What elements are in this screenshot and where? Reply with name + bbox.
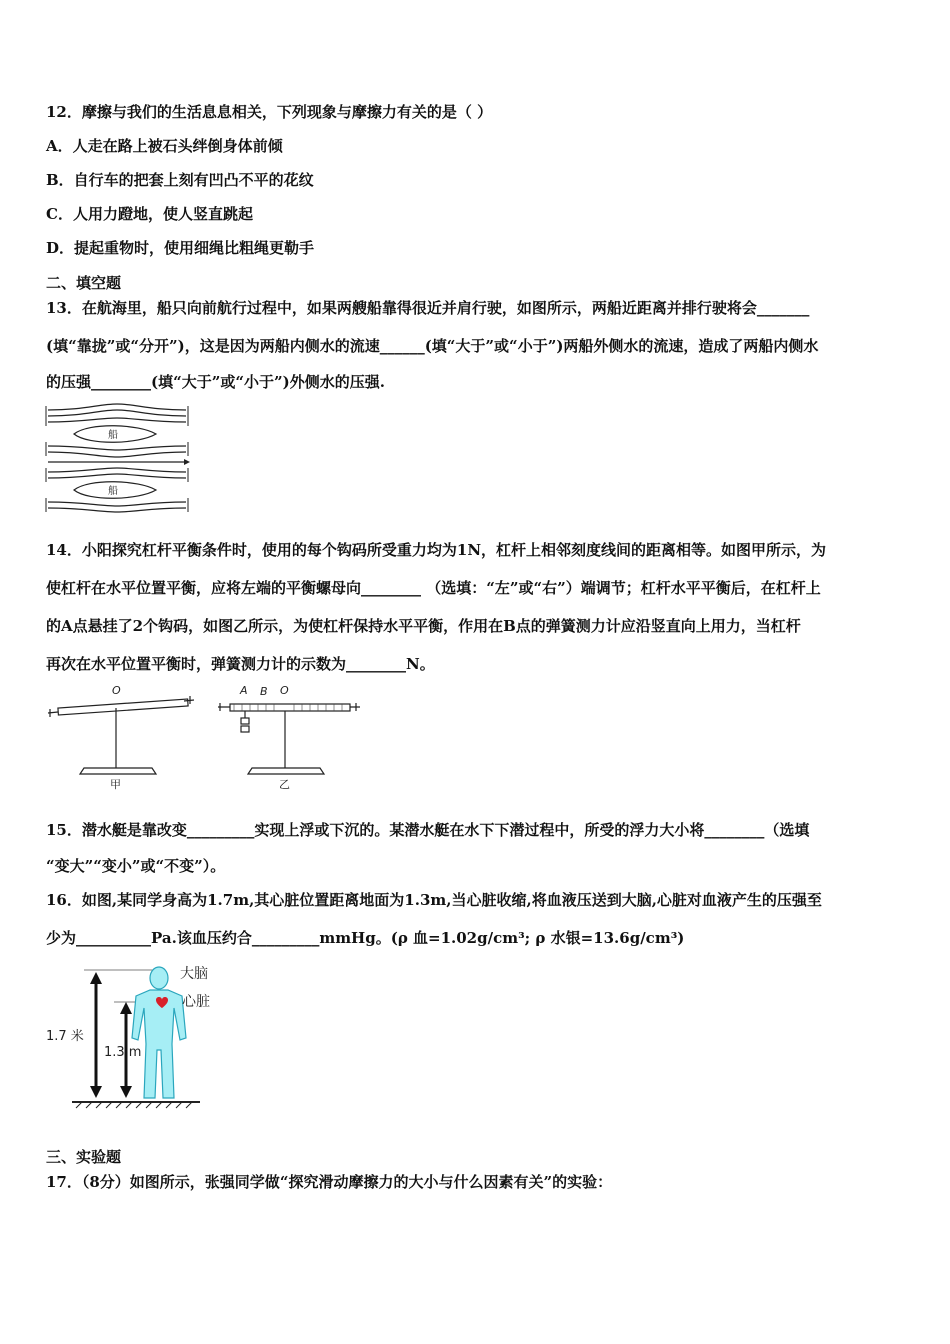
q12-option-c: C．人用力蹬地，使人竖直跳起 xyxy=(46,205,253,223)
section-heading-fill-blank: 二、填空题 xyxy=(46,274,122,292)
boats-flow-figure xyxy=(44,402,190,514)
q12-option-b: B．自行车的把套上刻有凹凸不平的花纹 xyxy=(46,171,314,189)
q16-line-1: 16．如图,某同学身高为1.7m,其心脏位置距离地面为1.3m,当心脏收缩,将血液压送到大脑,心脏对血液产生的压强至 xyxy=(46,891,822,909)
q17-stem: 17．（8分）如图所示，张强同学做“探究滑动摩擦力的大小与什么因素有关”的实验： xyxy=(46,1173,613,1191)
person-silhouette xyxy=(132,967,186,1098)
q15-line-2: “变大”“变小”或“不变”）。 xyxy=(46,857,226,875)
q14-line-1: 14．小阳探究杠杆平衡条件时，使用的每个钩码所受重力均为1N，杠杆上相邻刻度线间的距离相等。如图甲所示，为 xyxy=(46,541,827,559)
q14-line-2: 使杠杆在水平位置平衡，应将左端的平衡螺母向________ （选填：“左”或“右”）端调节；杠杆水平平衡后，在杠杆上 xyxy=(46,579,821,597)
boat-label-top: 船 xyxy=(108,430,118,441)
q12-option-d: D．提起重物时，使用细绳比粗绳更勒手 xyxy=(46,239,315,257)
fig-yi-label: 乙 xyxy=(279,778,290,791)
q14-line-4: 再次在水平位置平衡时，弹簧测力计的示数为________N。 xyxy=(46,655,435,673)
lever-yi-o-label: O xyxy=(280,684,289,697)
q13-line-2: (填“靠拢”或“分开”)，这是因为两船内侧水的流速______(填“大于”或“小于”)两船外侧水的流速，造成了两船内侧水 xyxy=(46,337,819,355)
boat-label-bottom: 船 xyxy=(108,486,118,497)
q14-line-3: 的A点悬挂了2个钩码，如图乙所示，为使杠杆保持水平平衡，作用在B点的弹簧测力计应沿竖直向上用力，当杠杆 xyxy=(46,617,801,635)
label-height: 1.7 米 xyxy=(46,1029,84,1044)
q16-line-2: 少为__________Pa.该血压约合_________mmHg。(ρ 血=1.02g/cm³; ρ 水银=13.6g/cm³) xyxy=(46,929,685,947)
human-heart-figure xyxy=(44,958,234,1114)
lever-jia-o-label: O xyxy=(112,684,121,697)
q13-line-1: 13．在航海里，船只向前航行过程中，如果两艘船靠得很近并肩行驶，如图所示，两船近距离并排行驶将会_______ xyxy=(46,299,810,317)
label-heart-height: 1.3 m xyxy=(104,1045,142,1060)
section-heading-experiment: 三、实验题 xyxy=(46,1148,122,1166)
q15-line-1: 15．潜水艇是靠改变_________实现上浮或下沉的。某潜水艇在水下下潜过程中，所受的浮力大小将________（选填 xyxy=(46,821,810,839)
lever-yi xyxy=(218,703,360,774)
lever-yi-b-label: B xyxy=(260,685,268,698)
fig-jia-label: 甲 xyxy=(110,778,121,791)
lever-jia xyxy=(48,696,194,774)
label-heart: 心脏 xyxy=(182,994,210,1010)
q12-option-a: A．人走在路上被石头绊倒身体前倾 xyxy=(46,137,283,155)
q12-stem: 12．摩擦与我们的生活息息相关，下列现象与摩擦力有关的是（ ） xyxy=(46,103,493,121)
lever-figure xyxy=(44,682,364,792)
q13-line-3: 的压强________(填“大于”或“小于”)外侧水的压强. xyxy=(46,373,385,391)
lever-yi-a-label: A xyxy=(240,684,248,697)
label-brain: 大脑 xyxy=(180,966,208,982)
